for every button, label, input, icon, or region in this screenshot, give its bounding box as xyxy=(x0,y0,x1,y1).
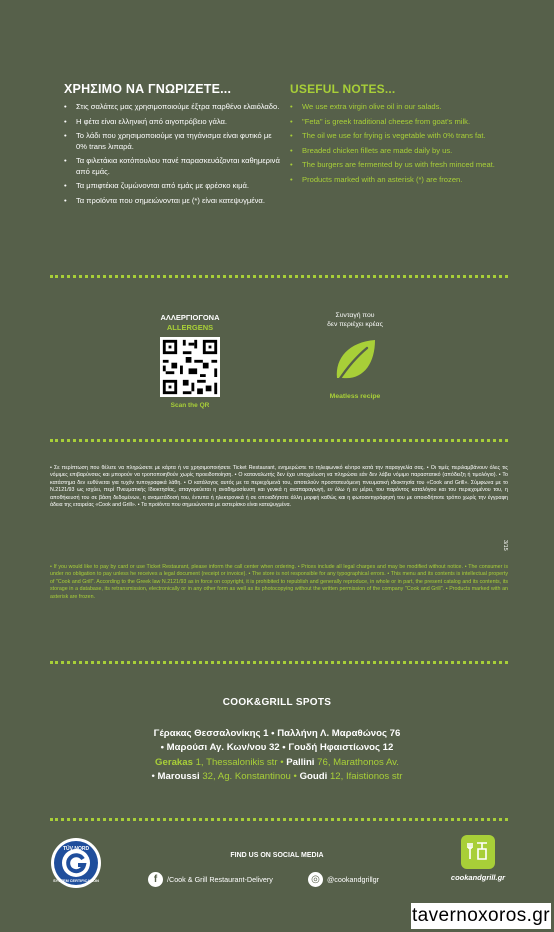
spots-addresses-english xyxy=(0,756,554,784)
spots-greek-line: • Μαρούσι Αγ. Κων/νου 32 • Γουδή Ηφαιστίωνος 12 xyxy=(160,742,394,753)
spot-name: Goudi xyxy=(299,771,328,782)
greek-notes-title: ΧΡΗΣΙΜΟ ΝΑ ΓΝΩΡΙΖΕΤΕ... xyxy=(64,82,232,96)
facebook-handle: /Cook & Grill Restaurant-Delivery xyxy=(167,874,273,884)
spots-english-line xyxy=(0,756,554,770)
instagram-link[interactable] xyxy=(308,871,379,887)
spots-greek-line: Γέρακας Θεσσαλονίκης 1 • Παλλήνη Λ. Μαραθώνος 76 xyxy=(153,728,401,739)
meatless-label: Meatless recipe xyxy=(329,393,381,400)
english-note-item: • Products marked with an asterisk (*) are frozen. xyxy=(290,175,510,185)
spots-title: COOK&GRILL SPOTS xyxy=(222,697,332,708)
spot-address: 1, Thessalonikis str • xyxy=(192,757,287,768)
allergens-title-en: ALLERGENS xyxy=(166,323,214,332)
facebook-link[interactable] xyxy=(148,871,273,887)
logo-text: cookandgrill.gr xyxy=(450,873,506,882)
scan-qr-label: Scan the QR xyxy=(170,402,210,409)
meatless-block xyxy=(310,311,400,400)
english-note-item: • The oil we use for frying is vegetable with 0% trans fat. xyxy=(290,131,510,141)
spot-address: 76, Marathonos Av. xyxy=(314,757,399,768)
spot-address: 12, Ifaistionos str xyxy=(327,771,403,782)
spot-name: Pallini xyxy=(286,757,315,768)
spot-separator: • xyxy=(151,771,158,782)
meatless-title-line2: δεν περιέχει κρέας xyxy=(327,321,383,328)
spot-address: 32, Ag. Konstantinou • xyxy=(199,771,300,782)
print-code: 3/15 xyxy=(502,540,508,551)
social-title: FIND US ON SOCIAL MEDIA xyxy=(230,852,324,859)
brand-logo[interactable] xyxy=(446,835,510,882)
allergens-title-gr: ΑΛΛΕΡΓΙΟΓΟΝΑ xyxy=(160,313,220,322)
fine-print-english: • If you would like to pay by card or use Ticket Restaurant, please inform the call center when ordering. • Prices include all legal charges and may be modified without notice. • The consumer is under no obligation to pay unless he receives a legal document (receipt or invoice). • The store is not responsible for any typographical errors. • This menu and its contents is intellectual property of "Cook and Grill". According to the Greek law N.2121/93 as in force on copyright, it is prohibited to republish and generally reproduce, in whole or in part, the present catalog and its contents, its storage in a database, its retransmission, electronically or in any other form as well as its photocopying without the written permission of the company "Cook and Grill". • Products marked with an asterisk are frozen. xyxy=(50,564,508,600)
certification-badge xyxy=(50,837,102,889)
badge-bottom-text: SYSTEM CERTIFICATION xyxy=(53,879,99,883)
greek-note-item: • Τα φιλετάκια κοτόπουλου πανέ παρασκευάζονται καθημερινά από εμάς. xyxy=(64,156,284,177)
dotted-divider xyxy=(50,818,508,821)
dotted-divider xyxy=(50,275,508,278)
greek-note-item: • Τα προϊόντα που σημειώνονται με (*) είναι κατεψυγμένα. xyxy=(64,196,284,206)
fine-print-greek: • Σε περίπτωση που θέλετε να πληρώσετε με κάρτα ή να χρησιμοποιήσετε Ticket Restaurant, ενημερώστε το τηλεφωνικό κέντρο κατά την παραγγελία σας. • Οι τιμές περιλαμβάνουν όλες τις νόμιμες επιβαρύνσεις και μπορούν να τροποποιηθούν χωρίς προειδοποίηση. • Ο καταναλωτής δεν έχει υποχρέωση να πληρώσει εάν δεν λάβει νόμιμο παραστατικό (απόδειξη ή τιμολόγιο). • Το κατάστημα δεν ευθύνεται για τυχόν τυπογραφικά λάθη. • Ο κατάλογος αυτός με τα περιεχόμενά του, αποτελούν προστατευόμενη πνευματική ιδιοκτησία του «Cook and Grill». Σύμφωνα με το Ν.2121/93 ως ισχύει, περί Πνευματικής Ιδιοκτησίας, απαγορεύεται η αναδημοσίευση και γενικά η αναπαραγωγή, εν όλω ή εν μέρει, του παρόντος καταλόγου και του περιεχομένου του, η αποθήκευσή του σε βάση δεδομένων, η αναμετάδοσή του, έντυπα ή ηλεκτρονικά ή σε οποιαδήποτε άλλη μορφή καθώς και η φωτοαντιγράφησή του με οποιοδήποτε τρόπο χωρίς την έγγραφη άδεια της εταιρείας «Cook and Grill». • Τα προϊόντα που σημειώνονται με αστερίσκο είναι κατεψυγμένα. xyxy=(50,465,508,509)
badge-top-text: TÜV NORD xyxy=(62,846,90,852)
spot-name: Maroussi xyxy=(157,771,200,782)
english-notes-list xyxy=(290,102,510,185)
english-note-item: • We use extra virgin olive oil in our salads. xyxy=(290,102,510,112)
watermark: tavernoxoros.gr xyxy=(411,903,551,929)
dotted-divider xyxy=(50,439,508,442)
spots-english-line xyxy=(0,770,554,784)
greek-notes-section xyxy=(64,82,284,210)
english-note-item: • Breaded chicken fillets are made daily by us. xyxy=(290,146,510,156)
english-note-item: • "Feta" is greek traditional cheese from goat's milk. xyxy=(290,117,510,127)
instagram-handle: @cookandgrillgr xyxy=(327,874,380,884)
greek-notes-list xyxy=(64,102,284,206)
spots-addresses-greek xyxy=(0,727,554,755)
english-notes-section xyxy=(290,82,510,190)
meatless-title-line1: Συνταγή που xyxy=(335,312,375,319)
allergens-block xyxy=(140,313,240,409)
allergens-qr-code[interactable] xyxy=(160,337,220,397)
greek-note-item: • Στις σαλάτες μας χρησιμοποιούμε έξτρα παρθένο ελαιόλαδο. xyxy=(64,102,284,112)
instagram-icon: ◎ xyxy=(308,872,323,887)
tuv-badge-icon xyxy=(50,837,102,889)
leaf-icon xyxy=(331,336,379,384)
qr-code-icon xyxy=(160,337,220,397)
facebook-icon: f xyxy=(148,872,163,887)
english-notes-title: USEFUL NOTES... xyxy=(290,82,396,96)
greek-note-item: • Τα μπιφτέκια ζυμώνονται από εμάς με φρέσκο κιμά. xyxy=(64,181,284,191)
dotted-divider xyxy=(50,661,508,664)
greek-note-item: • Η φέτα είναι ελληνική από αιγοπρόβειο γάλα. xyxy=(64,117,284,127)
cook-grill-logo-icon xyxy=(461,835,495,869)
spot-name: Gerakas xyxy=(155,757,193,768)
english-note-item: • The burgers are fermented by us with fresh minced meat. xyxy=(290,160,510,170)
greek-note-item: • Το λάδι που χρησιμοποιούμε για τηγάνισμα είναι φυτικό με 0% trans λιπαρά. xyxy=(64,131,284,152)
